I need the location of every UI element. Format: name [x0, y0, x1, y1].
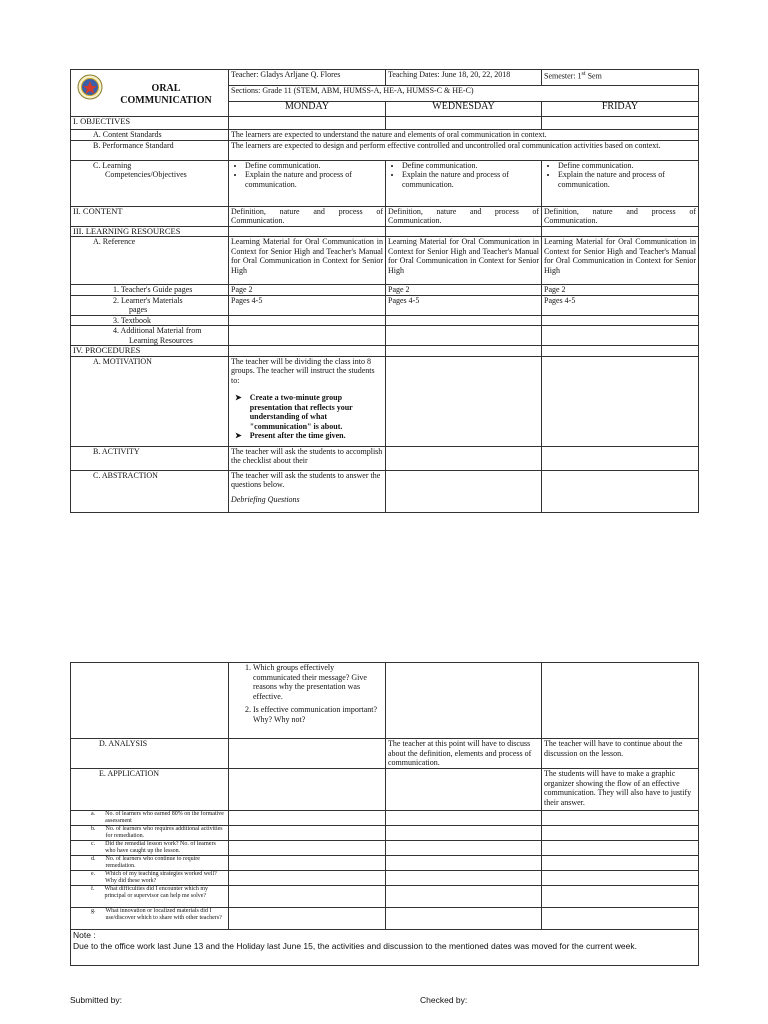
learners-materials-wednesday: Pages 4-5	[386, 295, 542, 315]
reflection-item: g. What innovation or localized materials did I use/discover which to share with other teachers?	[71, 908, 229, 930]
content-label: II. CONTENT	[71, 206, 229, 226]
content-standards-text: The learners are expected to understand the nature and elements of oral communication in context.	[229, 130, 699, 141]
subject-title	[111, 83, 221, 107]
analysis-label: D. ANALYSIS	[71, 739, 229, 769]
reference-wednesday: Learning Material for Oral Communication in Context for Senior High and Teacher's Manual for Oral Communication in Context for Senior High	[386, 237, 542, 285]
teachers-guide-wednesday: Page 2	[386, 285, 542, 296]
content-monday: Definition, nature and process of Communication.	[229, 206, 386, 226]
reference-label: A. Reference	[71, 237, 229, 285]
content-wednesday: Definition, nature and process of Communication.	[386, 206, 542, 226]
abstraction-monday: The teacher will ask the students to answer the questions below. Debriefing Questions	[229, 470, 386, 512]
teacher-name: Teacher: Gladys Arljane Q. Flores	[229, 70, 386, 86]
reflection-item: a. No. of learners who earned 80% on the formative assessment	[71, 811, 229, 826]
subject-line-2: COMMUNICATION	[120, 95, 212, 106]
reference-friday: Learning Material for Oral Communication in Context for Senior High and Teacher's Manual for Oral Communication in Context for Senior High	[542, 237, 699, 285]
competencies-wednesday: • Define communication. • Explain the nature and process of communication.	[386, 160, 542, 206]
checked-by: Checked by:	[420, 995, 468, 1005]
competencies-friday: • Define communication. • Explain the nature and process of communication.	[542, 160, 699, 206]
learners-materials-label: 2. Learner's Materials pages	[71, 295, 229, 315]
reflection-item: d. No. of learners who continue to require remediation.	[71, 856, 229, 871]
objectives-label: I. OBJECTIVES	[71, 117, 229, 130]
analysis-wednesday: The teacher at this point will have to discuss about the definition, elements and process of communication.	[386, 739, 542, 769]
semester: Semester: 1st Sem	[542, 70, 699, 86]
learners-materials-monday: Pages 4-5	[229, 295, 386, 315]
subject-line-1: ORAL	[151, 83, 181, 94]
application-label: E. APPLICATION	[71, 769, 229, 811]
deped-seal-icon	[77, 74, 103, 100]
procedures-label: IV. PROCEDURES	[71, 346, 229, 357]
competencies-monday: • Define communication. • Explain the nature and process of communication.	[229, 160, 386, 206]
teachers-guide-label: 1. Teacher's Guide pages	[71, 285, 229, 296]
header-logo-cell	[71, 70, 229, 117]
competencies-label: C. Learning Competencies/Objectives	[71, 160, 229, 206]
textbook-label: 3. Textbook	[71, 315, 229, 326]
reflection-item: f. What difficulties did I encounter which my principal or supervisor can help me solve?	[71, 886, 229, 908]
teachers-guide-friday: Page 2	[542, 285, 699, 296]
reflection-item: e. Which of my teaching strategies worked well? Why did these work?	[71, 871, 229, 886]
motivation-monday: The teacher will be dividing the class into 8 groups. The teacher will instruct the students to: ➤ Create a two-minute group presentation that reflects your understanding of what "communication" is about. ➤ Present after the time given.	[229, 356, 386, 446]
reference-monday: Learning Material for Oral Communication in Context for Senior High and Teacher's Manual for Oral Communication in Context for Senior High	[229, 237, 386, 285]
learning-resources-label: III. LEARNING RESOURCES	[71, 226, 229, 237]
content-friday: Definition, nature and process of Communication.	[542, 206, 699, 226]
day-monday: MONDAY	[229, 102, 386, 117]
performance-standard-label: B. Performance Standard	[71, 140, 229, 160]
performance-standard-text: The learners are expected to design and perform effective controlled and uncontrolled oral communication activities based on context.	[229, 140, 699, 160]
day-wednesday: WEDNESDAY	[386, 102, 542, 117]
note	[71, 930, 699, 966]
lesson-plan-table-continued	[70, 662, 699, 966]
sections: Sections: Grade 11 (STEM, ABM, HUMSS-A, HE-A, HUMSS-C & HE-C)	[229, 86, 699, 102]
teachers-guide-monday: Page 2	[229, 285, 386, 296]
content-standards-label: A. Content Standards	[71, 130, 229, 141]
teaching-dates: Teaching Dates: June 18, 20, 22, 2018	[386, 70, 542, 86]
activity-label: B. ACTIVITY	[71, 446, 229, 470]
debriefing-questions: 1. Which groups effectively communicated their message? Give reasons why the presentation was effective. 2. Is effective communication important? Why? Why not?	[229, 663, 386, 739]
motivation-label: A. MOTIVATION	[71, 356, 229, 446]
activity-monday: The teacher will ask the students to accomplish the checklist about their	[229, 446, 386, 470]
application-friday: The students will have to make a graphic organizer showing the flow of an effective communication. They will also have to justify their answer.	[542, 769, 699, 811]
abstraction-label: C. ABSTRACTION	[71, 470, 229, 512]
day-friday: FRIDAY	[542, 102, 699, 117]
analysis-friday: The teacher will have to continue about the discussion on the lesson.	[542, 739, 699, 769]
reflection-item: c. Did the remedial lesson work? No. of learners who have caught up the lesson.	[71, 841, 229, 856]
note-text: Due to the office work last June 13 and the Holiday last June 15, the activities and discussion to the mentioned dates was moved for the current week.	[73, 941, 637, 951]
reflection-item: b. No. of learners who requires additional activities for remediation.	[71, 826, 229, 841]
submitted-by: Submitted by:	[70, 995, 122, 1005]
learners-materials-friday: Pages 4-5	[542, 295, 699, 315]
additional-material-label: 4. Additional Material from Learning Resources	[71, 326, 229, 346]
note-label: Note :	[73, 930, 96, 940]
lesson-plan-table	[70, 69, 699, 513]
